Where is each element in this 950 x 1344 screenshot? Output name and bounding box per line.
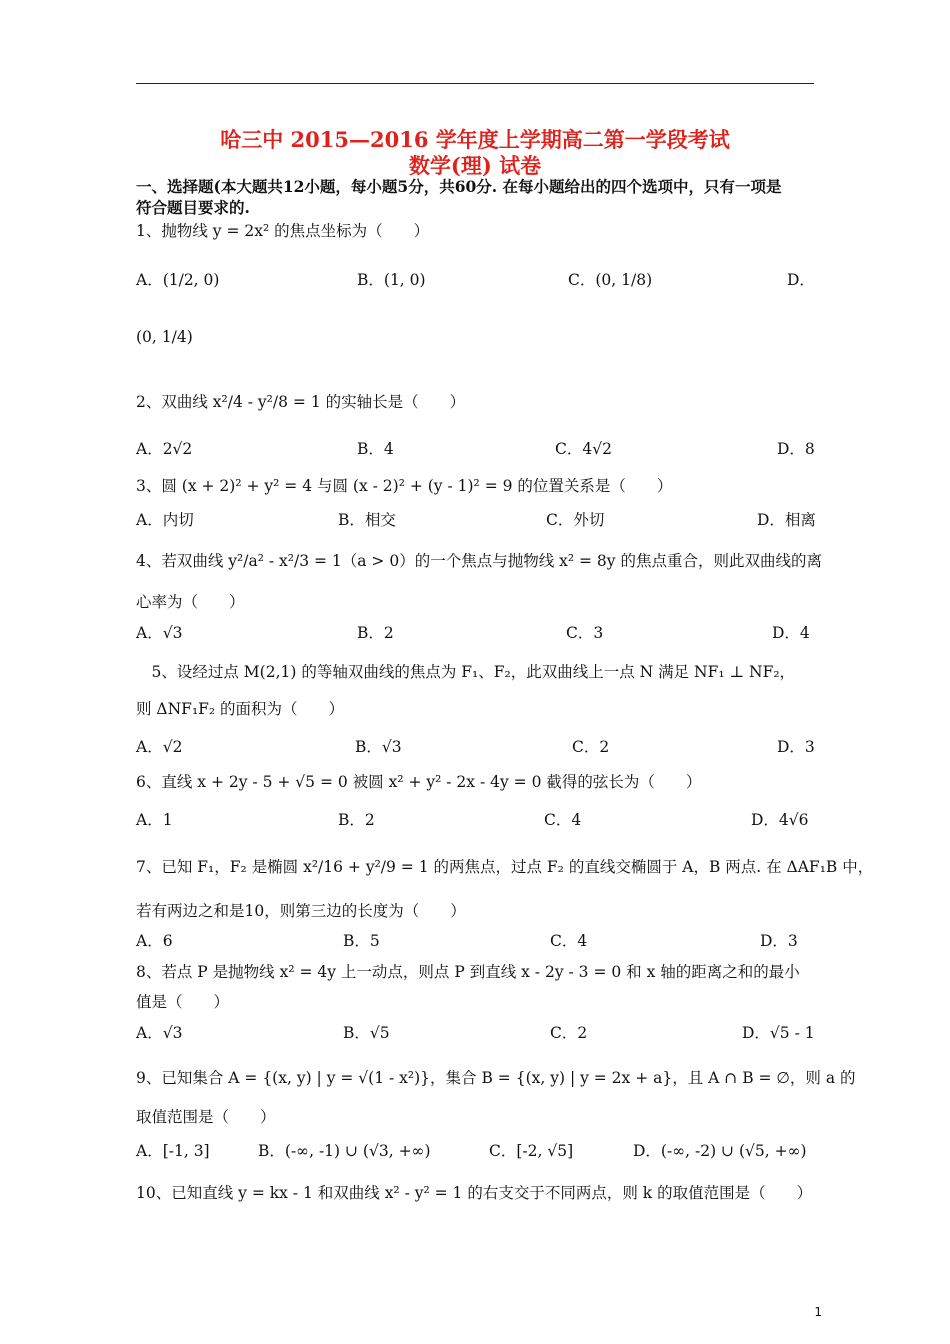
q6-option-a: A．1: [136, 811, 173, 829]
question-8-stem: 8、若点 P 是抛物线 x² = 4y 上一动点，则点 P 到直线 x - 2y - 3 = 0 和 x 轴的距离之和的最小: [136, 963, 800, 981]
q5-option-c: C．2: [572, 738, 610, 756]
q7-option-c: C．4: [550, 932, 588, 950]
q4-option-a: A．√3: [136, 624, 183, 642]
q3-option-a: A．内切: [136, 511, 194, 529]
exam-title: 哈三中 2015—2016 学年度上学期高二第一学段考试: [220, 127, 730, 152]
question-5-stem: 5、设经过点 M(2,1) 的等轴双曲线的焦点为 F₁、F₂，此双曲线上一点 N 满足 NF₁ ⊥ NF₂，: [136, 663, 796, 681]
q9-option-d: D．(-∞, -2) ∪ (√5, +∞): [633, 1142, 807, 1160]
question-5-stem-cont: 则 ΔNF₁F₂ 的面积为（ ）: [136, 700, 345, 718]
question-6-stem: 6、直线 x + 2y - 5 + √5 = 0 被圆 x² + y² - 2x - 4y = 0 截得的弦长为（ ）: [136, 773, 702, 791]
q7-option-b: B．5: [343, 932, 380, 950]
q3-option-c: C．外切: [546, 511, 605, 529]
q2-option-a: A．2√2: [136, 440, 193, 458]
q2-option-c: C．4√2: [555, 440, 612, 458]
q9-option-a: A．[-1, 3]: [136, 1142, 210, 1160]
question-9-stem-cont: 取值范围是（ ）: [136, 1108, 276, 1126]
question-8-stem-cont: 值是（ ）: [136, 993, 230, 1011]
q3-option-d: D．相离: [757, 511, 816, 529]
q9-option-c: C．[-2, √5]: [489, 1142, 574, 1160]
section-heading-cont: 符合题目要求的.: [136, 198, 250, 217]
q9-option-b: B．(-∞, -1) ∪ (√3, +∞): [258, 1142, 431, 1160]
q2-option-b: B．4: [357, 440, 394, 458]
q5-option-b: B．√3: [355, 738, 402, 756]
question-4-stem: 4、若双曲线 y²/a² - x²/3 = 1（a > 0）的一个焦点与抛物线 x² = 8y 的焦点重合，则此双曲线的离: [136, 552, 822, 570]
q6-option-b: B．2: [338, 811, 375, 829]
top-rule: [136, 83, 814, 84]
q4-option-c: C．3: [566, 624, 604, 642]
question-10-stem: 10、已知直线 y = kx - 1 和双曲线 x² - y² = 1 的右支交于不同两点，则 k 的取值范围是（ ）: [136, 1184, 813, 1202]
q7-option-d: D．3: [760, 932, 798, 950]
q8-option-b: B．√5: [343, 1024, 390, 1042]
q7-option-a: A．6: [136, 932, 173, 950]
q1-option-d: D．: [787, 271, 815, 289]
q8-option-c: C．2: [550, 1024, 588, 1042]
q2-option-d: D．8: [777, 440, 815, 458]
q4-option-d: D．4: [772, 624, 810, 642]
question-2-stem: 2、双曲线 x²/4 - y²/8 = 1 的实轴长是（ ）: [136, 393, 466, 411]
q6-option-d: D．4√6: [751, 811, 809, 829]
q4-option-b: B．2: [357, 624, 394, 642]
question-3-stem: 3、圆 (x + 2)² + y² = 4 与圆 (x - 2)² + (y - 1)² = 9 的位置关系是（ ）: [136, 477, 673, 495]
q3-option-b: B．相交: [338, 511, 396, 529]
q1-option-d-value: (0, 1/4): [136, 328, 193, 346]
question-1-stem: 1、抛物线 y = 2x² 的焦点坐标为（ ）: [136, 222, 430, 240]
q6-option-c: C．4: [544, 811, 582, 829]
question-9-stem: 9、已知集合 A = {(x, y) | y = √(1 - x²)}，集合 B = {(x, y) | y = 2x + a}，且 A ∩ B = ∅，则 a 的: [136, 1069, 856, 1087]
q5-option-a: A．√2: [136, 738, 183, 756]
page-number: 1: [814, 1305, 822, 1319]
question-4-stem-cont: 心率为（ ）: [136, 593, 245, 611]
q8-option-d: D．√5 - 1: [742, 1024, 815, 1042]
question-7-stem-cont: 若有两边之和是10，则第三边的长度为（ ）: [136, 902, 466, 920]
q5-option-d: D．3: [777, 738, 815, 756]
question-7-stem: 7、已知 F₁，F₂ 是椭圆 x²/16 + y²/9 = 1 的两焦点，过点 F₂ 的直线交椭圆于 A，B 两点. 在 ΔAF₁B 中，: [136, 858, 874, 876]
q8-option-a: A．√3: [136, 1024, 183, 1042]
section-heading: 一、选择题(本大题共12小题，每小题5分，共60分. 在每小题给出的四个选项中，只有一项是: [136, 177, 782, 196]
exam-subtitle: 数学(理) 试卷: [408, 153, 542, 178]
q1-option-b: B．(1, 0): [357, 271, 426, 289]
q1-option-c: C．(0, 1/8): [568, 271, 653, 289]
q1-option-a: A．(1/2, 0): [136, 271, 220, 289]
